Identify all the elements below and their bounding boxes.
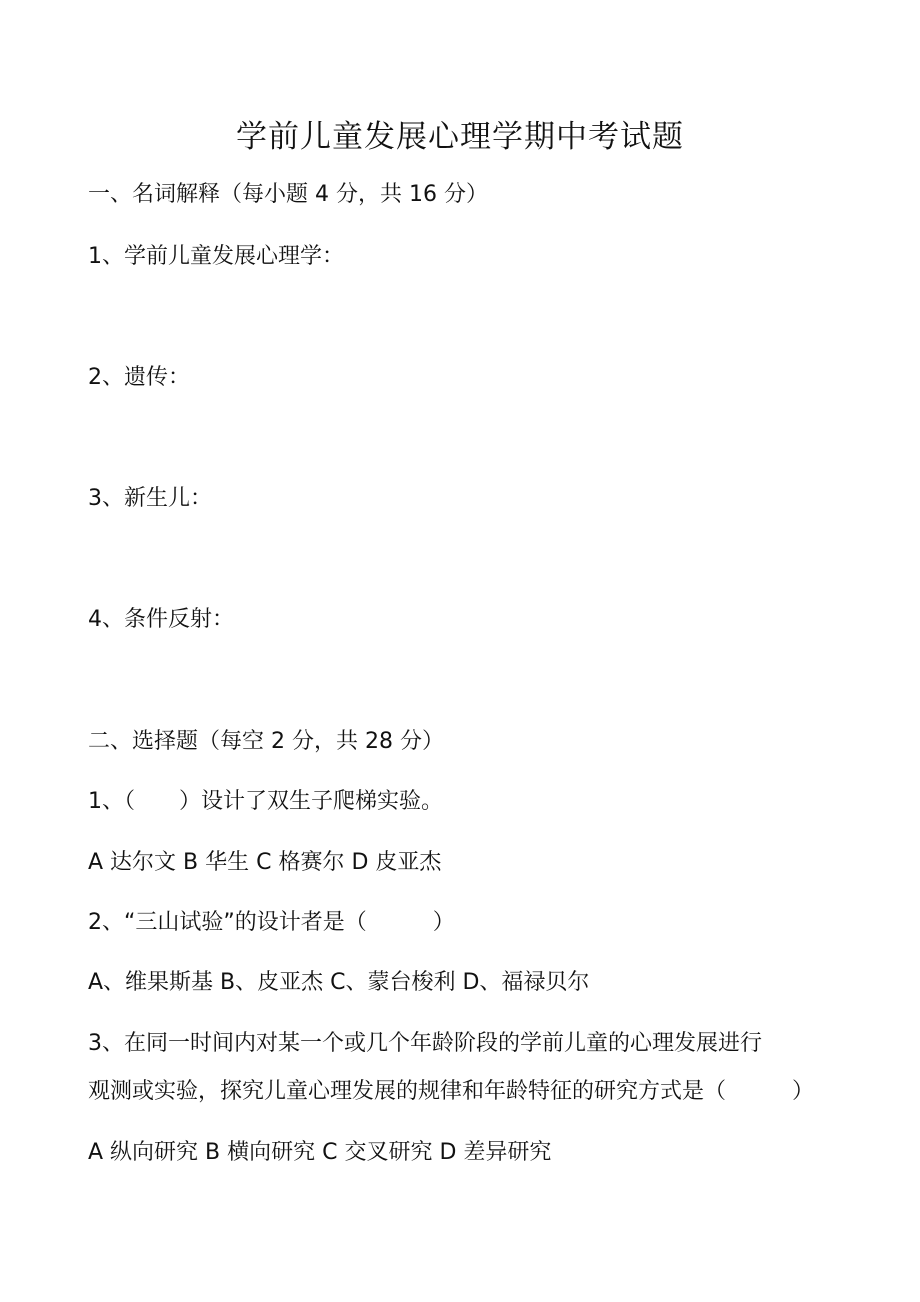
question-2-stem: 2、“三山试验”的设计者是（ ） — [88, 910, 455, 935]
term-item-3: 3、新生儿： — [88, 486, 212, 511]
section2-heading: 二、选择题（每空 2 分，共 28 分） — [88, 729, 444, 754]
page-title: 学前儿童发展心理学期中考试题 — [236, 119, 684, 155]
question-2-options: A、维果斯基 B、皮亚杰 C、蒙台梭利 D、福禄贝尔 — [88, 970, 590, 995]
question-3-stem-line1: 3、在同一时间内对某一个或几个年龄阶段的学前儿童的心理发展进行 — [88, 1031, 762, 1056]
question-3-stem-line2: 观测或实验，探究儿童心理发展的规律和年龄特征的研究方式是（ ） — [88, 1079, 815, 1104]
section1-heading: 一、名词解释（每小题 4 分，共 16 分） — [88, 182, 488, 207]
question-1-options: A 达尔文 B 华生 C 格赛尔 D 皮亚杰 — [88, 850, 442, 875]
question-1-stem: 1、（ ）设计了双生子爬梯实验。 — [88, 789, 443, 814]
term-item-1: 1、学前儿童发展心理学： — [88, 244, 344, 269]
term-item-2: 2、遗传： — [88, 365, 190, 390]
question-3-options: A 纵向研究 B 横向研究 C 交叉研究 D 差异研究 — [88, 1140, 552, 1165]
term-item-4: 4、条件反射： — [88, 607, 234, 632]
